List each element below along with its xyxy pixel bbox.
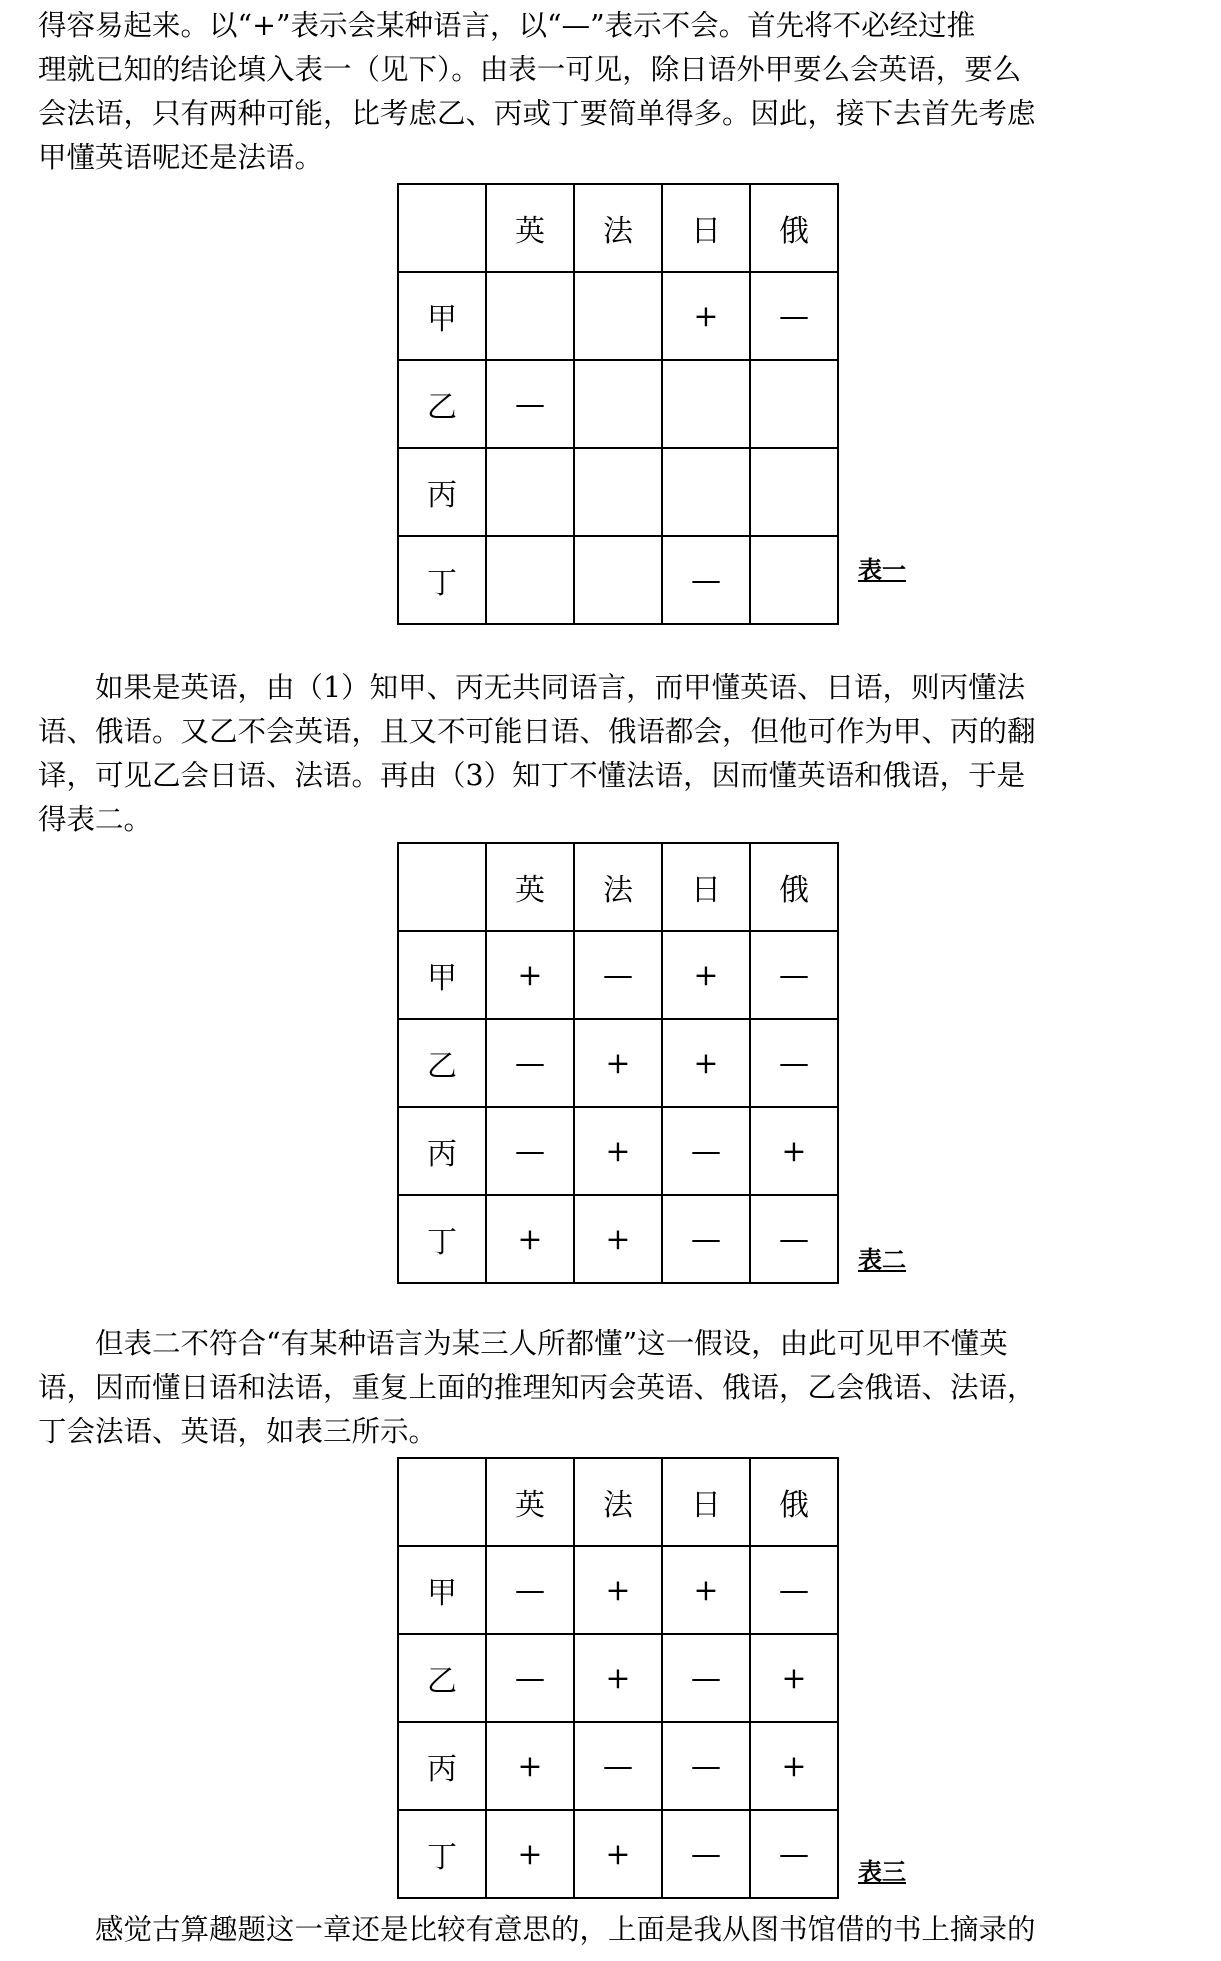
table-cell xyxy=(398,1458,486,1546)
text-line: 译，可见乙会日语、法语。再由（3）知丁不懂法语，因而懂英语和俄语，于是 xyxy=(38,759,1026,792)
table-cell: — xyxy=(486,1019,574,1107)
table-cell xyxy=(750,448,838,536)
table-header-row xyxy=(398,843,838,931)
table-cell: + xyxy=(662,1019,750,1107)
table-cell: — xyxy=(662,1634,750,1722)
table-1-caption: 表一 xyxy=(858,556,906,584)
table-cell: 丙 xyxy=(398,1107,486,1195)
table-header-row xyxy=(398,1458,838,1546)
table-cell: — xyxy=(750,1195,838,1283)
table-3-caption: 表三 xyxy=(858,1858,906,1886)
text-line: 语、俄语。又乙不会英语，且又不可能日语、俄语都会，但他可作为甲、丙的翻 xyxy=(38,715,1036,748)
table-1 xyxy=(397,183,839,625)
table-cell: + xyxy=(574,1195,662,1283)
table-row xyxy=(398,272,838,360)
table-cell: 丁 xyxy=(398,1195,486,1283)
table-cell xyxy=(574,448,662,536)
table-cell: 法 xyxy=(574,1458,662,1546)
table-cell: 俄 xyxy=(750,184,838,272)
table-row xyxy=(398,1107,838,1195)
table-row xyxy=(398,536,838,624)
table-cell: 丁 xyxy=(398,1810,486,1898)
table-3 xyxy=(397,1457,839,1899)
table-cell: — xyxy=(750,1019,838,1107)
table-cell xyxy=(486,272,574,360)
table-cell: 乙 xyxy=(398,1634,486,1722)
table-row xyxy=(398,1722,838,1810)
table-cell: + xyxy=(574,1019,662,1107)
paragraph-1 xyxy=(38,4,1186,180)
table-cell: — xyxy=(750,1810,838,1898)
table-cell xyxy=(750,536,838,624)
table-cell: + xyxy=(486,1722,574,1810)
table-cell: 英 xyxy=(486,1458,574,1546)
table-cell: 甲 xyxy=(398,272,486,360)
text-line: 得表二。 xyxy=(38,803,153,836)
table-cell: 俄 xyxy=(750,1458,838,1546)
table-cell xyxy=(574,272,662,360)
table-cell: 甲 xyxy=(398,1546,486,1634)
table-cell: — xyxy=(574,1722,662,1810)
table-cell: — xyxy=(662,1810,750,1898)
table-cell: — xyxy=(750,931,838,1019)
table-cell: 乙 xyxy=(398,1019,486,1107)
text-line: 丁会法语、英语，如表三所示。 xyxy=(38,1415,438,1448)
table-cell: + xyxy=(486,931,574,1019)
table-cell: + xyxy=(750,1107,838,1195)
text-line: 感觉古算趣题这一章还是比较有意思的，上面是我从图书馆借的书上摘录的 xyxy=(95,1913,1036,1946)
table-cell: 英 xyxy=(486,843,574,931)
table-cell xyxy=(486,536,574,624)
table-cell xyxy=(662,360,750,448)
text-line: 会法语，只有两种可能，比考虑乙、丙或丁要简单得多。因此，接下去首先考虑 xyxy=(38,97,1036,130)
table-cell: + xyxy=(662,1546,750,1634)
table-cell: + xyxy=(574,1810,662,1898)
table-cell xyxy=(574,360,662,448)
table-cell: — xyxy=(486,1107,574,1195)
table-cell: 英 xyxy=(486,184,574,272)
table-row xyxy=(398,1195,838,1283)
table-cell: 法 xyxy=(574,843,662,931)
table-cell: — xyxy=(750,1546,838,1634)
table-cell: + xyxy=(486,1810,574,1898)
table-cell xyxy=(398,843,486,931)
table-cell: — xyxy=(662,1107,750,1195)
table-cell: — xyxy=(662,1195,750,1283)
table-cell: — xyxy=(662,1722,750,1810)
table-row xyxy=(398,360,838,448)
table-2 xyxy=(397,842,839,1284)
table-row xyxy=(398,1810,838,1898)
text-line: 甲懂英语呢还是法语。 xyxy=(38,141,324,174)
table-header-row xyxy=(398,184,838,272)
table-cell: — xyxy=(486,360,574,448)
table-cell: 乙 xyxy=(398,360,486,448)
table-cell: + xyxy=(574,1634,662,1722)
table-cell: 甲 xyxy=(398,931,486,1019)
table-cell: 法 xyxy=(574,184,662,272)
table-cell: + xyxy=(662,931,750,1019)
table-cell: + xyxy=(662,272,750,360)
table-row xyxy=(398,931,838,1019)
table-cell xyxy=(398,184,486,272)
table-row xyxy=(398,448,838,536)
table-cell xyxy=(750,360,838,448)
table-cell xyxy=(486,448,574,536)
table-cell: 日 xyxy=(662,1458,750,1546)
table-cell: — xyxy=(574,931,662,1019)
table-cell: + xyxy=(750,1722,838,1810)
table-cell: 丁 xyxy=(398,536,486,624)
table-cell: 丙 xyxy=(398,1722,486,1810)
table-cell: + xyxy=(574,1546,662,1634)
table-cell xyxy=(574,536,662,624)
paragraph-4 xyxy=(38,1908,1186,1952)
table-cell: — xyxy=(486,1546,574,1634)
table-row xyxy=(398,1019,838,1107)
table-row xyxy=(398,1634,838,1722)
table-cell: 日 xyxy=(662,184,750,272)
table-cell: + xyxy=(750,1634,838,1722)
table-cell: — xyxy=(486,1634,574,1722)
table-cell: + xyxy=(574,1107,662,1195)
text-line: 语，因而懂日语和法语，重复上面的推理知丙会英语、俄语，乙会俄语、法语， xyxy=(38,1371,1036,1404)
paragraph-2 xyxy=(38,666,1186,842)
table-cell: + xyxy=(486,1195,574,1283)
text-line: 但表二不符合“有某种语言为某三人所都懂”这一假设，由此可见甲不懂英 xyxy=(95,1327,1008,1360)
table-cell: — xyxy=(750,272,838,360)
table-cell: 日 xyxy=(662,843,750,931)
text-line: 理就已知的结论填入表一（见下）。由表一可见，除日语外甲要么会英语，要么 xyxy=(38,53,1022,86)
table-row xyxy=(398,1546,838,1634)
table-2-caption: 表二 xyxy=(858,1246,906,1274)
text-line: 得容易起来。以“+”表示会某种语言，以“—”表示不会。首先将不必经过推 xyxy=(38,9,976,42)
text-line: 如果是英语，由（1）知甲、丙无共同语言，而甲懂英语、日语，则丙懂法 xyxy=(95,671,1026,704)
table-cell: 丙 xyxy=(398,448,486,536)
table-cell: 俄 xyxy=(750,843,838,931)
paragraph-3 xyxy=(38,1322,1186,1454)
table-cell xyxy=(662,448,750,536)
table-cell: — xyxy=(662,536,750,624)
